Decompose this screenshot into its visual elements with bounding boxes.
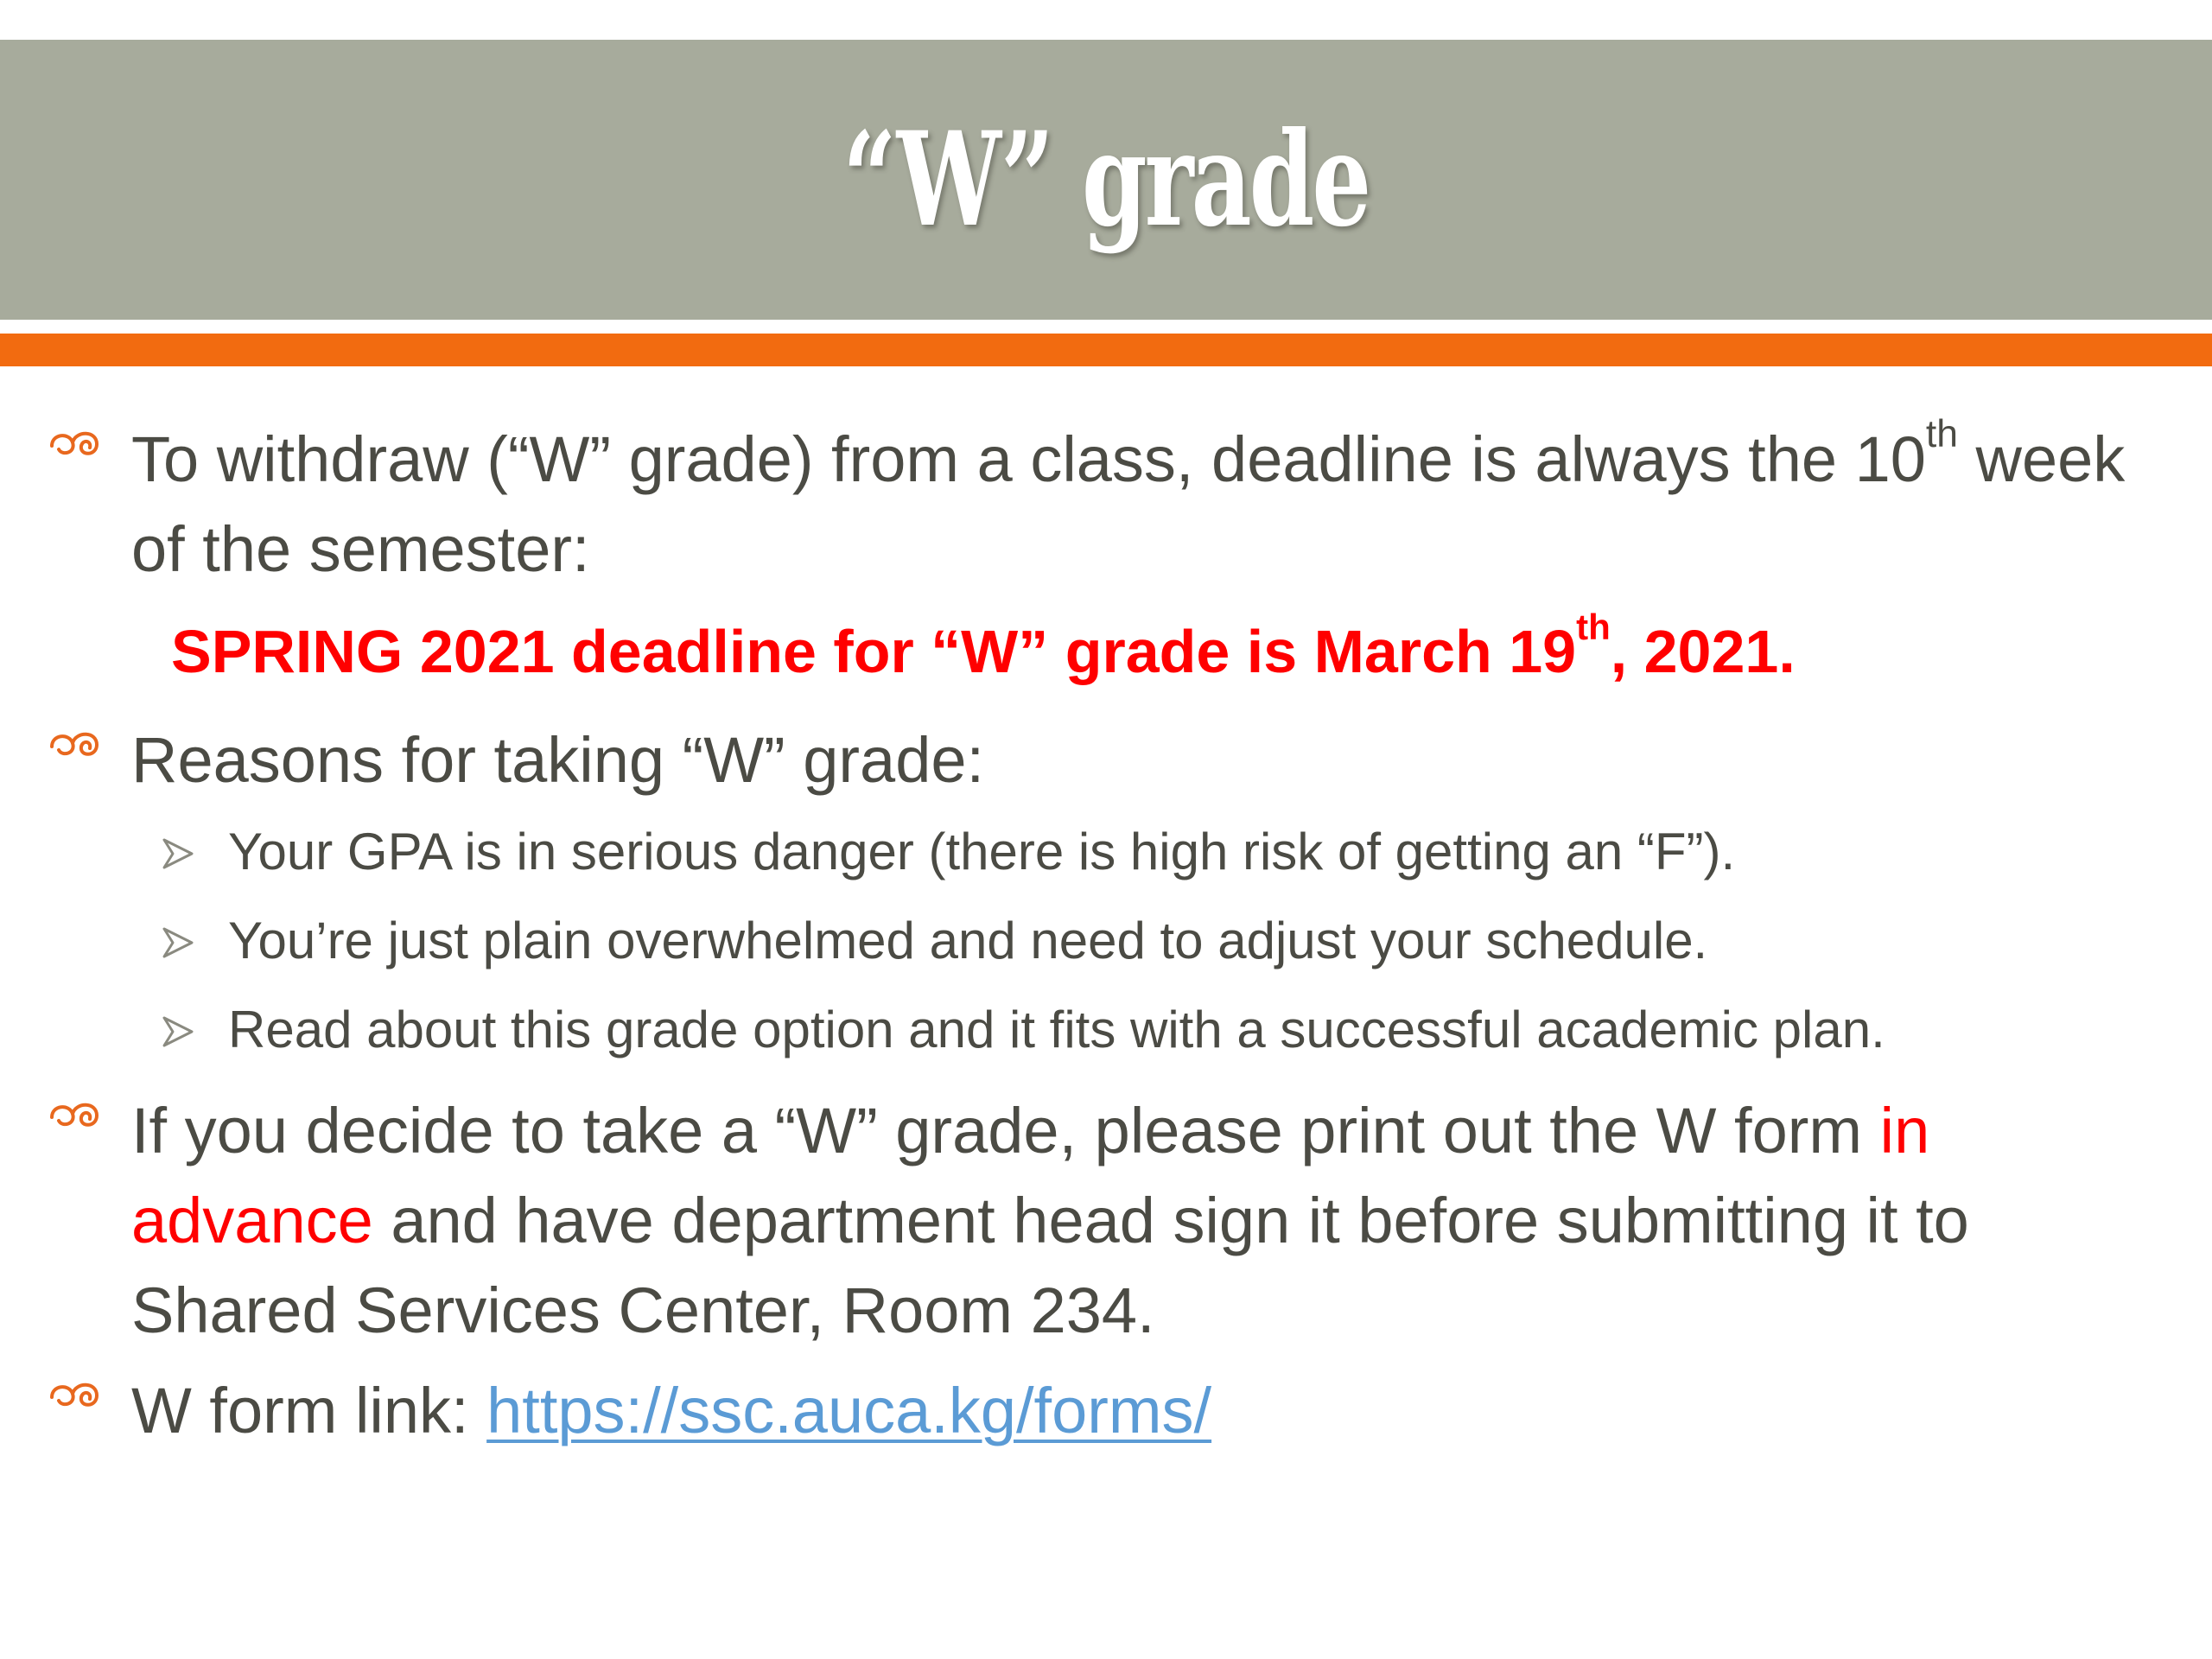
bullet-w-form-instructions (0, 1086, 2212, 1356)
scroll-bullet-icon (47, 1091, 107, 1143)
scroll-bullet-icon (47, 420, 107, 472)
bullet-withdraw-deadline (0, 415, 2212, 594)
bullet-text-cont: week of the semester: (131, 423, 2126, 585)
slide-content (0, 415, 2212, 1456)
w-form-link[interactable]: https://ssc.auca.kg/forms/ (486, 1375, 1212, 1446)
reasons-list (0, 807, 2212, 1074)
superscript: th (1576, 607, 1611, 648)
list-item (0, 896, 2212, 985)
arrow-bullet-icon (161, 1014, 195, 1049)
list-item-text: Read about this grade option and it fits with a successful academic plan. (228, 1001, 1885, 1058)
superscript: th (1925, 413, 1958, 456)
highlight-in-advance: in advance (131, 1095, 1930, 1256)
bullet-text: Reasons for taking “W” grade: (131, 724, 985, 796)
title-band (0, 40, 2212, 320)
bullet-text: To withdraw (“W” grade) from a class, deadline is always the 10 (131, 423, 1926, 495)
list-item-text: You’re just plain overwhelmed and need to adjust your schedule. (228, 912, 1708, 969)
deadline-text-cont: , 2021. (1610, 618, 1796, 685)
list-item-text: Your GPA is in serious danger (there is high risk of getting an “F”). (228, 823, 1736, 880)
deadline-notice (0, 608, 2212, 695)
bullet-text: If you decide to take a “W” grade, please print out the W form (131, 1095, 1880, 1166)
scroll-bullet-icon (47, 1371, 107, 1423)
list-item (0, 807, 2212, 896)
bullet-text-cont: and have department head sign it before submitting it to Shared Services Center, Room 234. (131, 1185, 1969, 1346)
list-item (0, 985, 2212, 1074)
arrow-bullet-icon (161, 925, 195, 960)
accent-bar (0, 334, 2212, 366)
slide-title: “W” grade (842, 104, 1370, 256)
deadline-text: SPRING 2021 deadline for “W” grade is March 19 (171, 618, 1577, 685)
bullet-w-form-link (0, 1366, 2212, 1456)
scroll-bullet-icon (47, 721, 107, 772)
link-label: W form link: (131, 1375, 487, 1446)
arrow-bullet-icon (161, 836, 195, 871)
bullet-reasons (0, 715, 2212, 805)
